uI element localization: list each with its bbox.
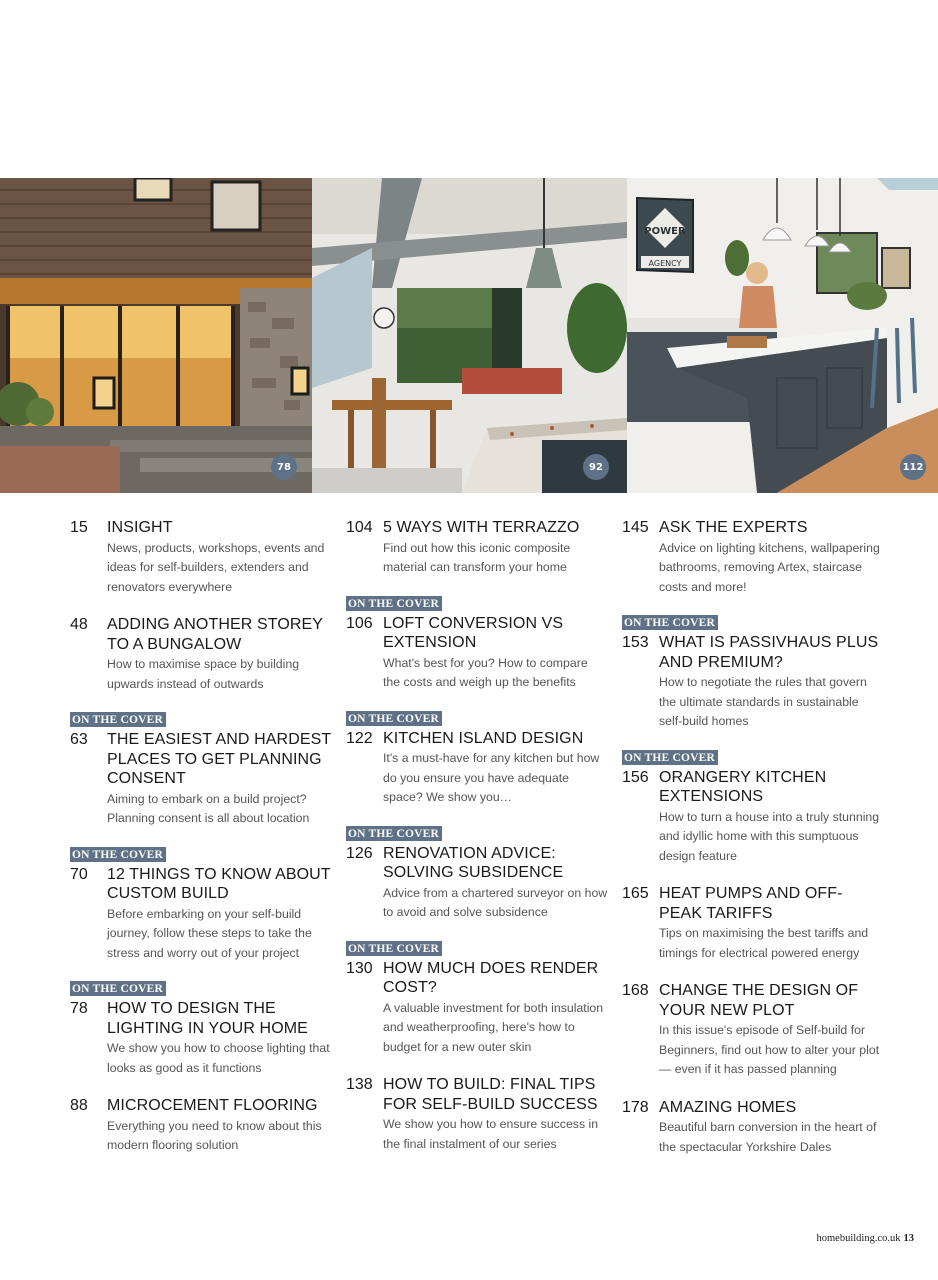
footer-site[interactable]: homebuilding.co.uk [816, 1233, 901, 1244]
on-the-cover-tag: ON THE COVER [70, 712, 166, 727]
entry-title: 5 WAYS WITH TERRAZZO [383, 519, 580, 536]
entry-description: What's best for you? How to compare the costs and weigh up the benefits [383, 655, 588, 689]
on-the-cover-tag: ON THE COVER [346, 941, 442, 956]
contents-entry[interactable] [346, 1075, 608, 1154]
entry-title: HOW TO BUILD: FINAL TIPS FOR SELF-BUILD SUCCESS [383, 1076, 598, 1113]
page-footer [817, 1233, 915, 1244]
contents-entry[interactable] [622, 518, 884, 597]
page-number: 165 [622, 885, 649, 902]
entry-title: KITCHEN ISLAND DESIGN [383, 729, 584, 747]
entry-description: It's a must-have for any kitchen but how do you ensure you have adequate space? We show you… [383, 751, 600, 804]
page-badge-92[interactable]: 92 [583, 454, 609, 480]
contents-entry[interactable] [346, 824, 608, 923]
entry-description: We show you how to ensure success in the final instalment of our series [383, 1117, 599, 1151]
entry-title: INSIGHT [107, 519, 173, 536]
page-number: 138 [346, 1076, 373, 1093]
entry-description: How to maximise space by building upwards instead of outwards [107, 657, 300, 691]
entry-title: AMAZING HOMES [659, 1098, 797, 1116]
page-number: 145 [622, 519, 649, 536]
on-the-cover-tag: ON THE COVER [346, 711, 442, 726]
entry-description: A valuable investment for both insulation and weatherproofing, here's how to budget for a new outer skin [383, 1000, 604, 1054]
entry-description: News, products, workshops, events and ideas for self-builders, extenders and renovators everywhere [107, 540, 325, 594]
entry-title: RENOVATION ADVICE: SOLVING SUBSIDENCE [383, 844, 564, 881]
entry-description: Tips on maximising the best tariffs and timings for electrical powered energy [659, 926, 869, 960]
page-number: 104 [346, 519, 373, 536]
page-number: 178 [622, 1098, 649, 1116]
page-number: 168 [622, 982, 649, 999]
entry-description: Find out how this iconic composite material can transform your home [383, 540, 571, 574]
entry-title: MICROCEMENT FLOORING [107, 1097, 318, 1114]
on-the-cover-tag: ON THE COVER [70, 981, 166, 996]
contents-column-2 [346, 518, 608, 1172]
entry-description: Aiming to embark on a build project? Planning consent is all about location [107, 791, 310, 825]
contents-column-3 [622, 518, 884, 1175]
page-number: 88 [70, 1097, 88, 1114]
entry-title: HOW TO DESIGN THE LIGHTING IN YOUR HOME [107, 1000, 308, 1037]
entry-description: Advice on lighting kitchens, wallpapering bathrooms, removing Artex, staircase costs and more! [659, 540, 880, 594]
sign-power-text: POWER [644, 226, 686, 237]
page-number: 156 [622, 768, 649, 786]
contents-column-1 [70, 518, 332, 1174]
on-the-cover-tag: ON THE COVER [622, 615, 718, 630]
contents-entry[interactable] [622, 981, 884, 1080]
entry-title: ASK THE EXPERTS [659, 519, 808, 536]
sign-agency-text: AGENCY [648, 259, 682, 268]
contents-entry[interactable] [346, 939, 608, 1058]
page-number: 15 [70, 519, 88, 536]
page-number: 70 [70, 865, 88, 883]
contents-entry[interactable] [346, 709, 608, 808]
entry-description: Beautiful barn conversion in the heart of the spectacular Yorkshire Dales [659, 1120, 877, 1154]
entry-title: CHANGE THE DESIGN OF YOUR NEW PLOT [659, 982, 859, 1019]
contents-entry[interactable] [70, 615, 332, 694]
contents-entry[interactable] [70, 710, 332, 829]
contents-entry[interactable] [622, 613, 884, 732]
page-badge-78[interactable]: 78 [271, 454, 297, 480]
on-the-cover-tag: ON THE COVER [70, 847, 166, 862]
page-number: 153 [622, 634, 649, 651]
page-number: 106 [346, 614, 373, 632]
page-number: 126 [346, 844, 373, 862]
contents-entry[interactable] [70, 518, 332, 597]
photo-kitchen-island[interactable] [627, 178, 938, 493]
footer-page-number: 13 [903, 1233, 914, 1244]
entry-description: How to turn a house into a truly stunning and idyllic home with this sumptuous design feature [659, 809, 880, 863]
photo-house-exterior[interactable] [0, 178, 312, 493]
entry-description: How to negotiate the rules that govern the ultimate standards in sustainable self-build homes [659, 675, 867, 728]
photo-extension-interior[interactable] [312, 178, 627, 493]
on-the-cover-tag: ON THE COVER [346, 826, 442, 841]
photo-strip [0, 178, 938, 493]
page-number: 48 [70, 616, 88, 633]
entry-title: THE EASIEST AND HARDEST PLACES TO GET PLANNING CONSENT [107, 731, 331, 787]
page-number: 63 [70, 731, 88, 748]
page-number: 78 [70, 1000, 88, 1017]
entry-title: ADDING ANOTHER STOREY TO A BUNGALOW [107, 616, 323, 653]
entry-title: ORANGERY KITCHEN EXTENSIONS [659, 768, 827, 805]
entry-description: Everything you need to know about this modern flooring solution [107, 1118, 322, 1152]
contents-entry[interactable] [70, 1096, 332, 1156]
entry-title: HOW MUCH DOES RENDER COST? [383, 959, 599, 996]
contents-entry[interactable] [346, 518, 608, 578]
contents-entry[interactable] [346, 594, 608, 693]
entry-title: HEAT PUMPS AND OFF-PEAK TARIFFS [659, 885, 843, 922]
entry-description: We show you how to choose lighting that looks as good as it functions [107, 1041, 330, 1075]
page-number: 130 [346, 959, 373, 977]
page-number: 122 [346, 729, 373, 747]
on-the-cover-tag: ON THE COVER [622, 750, 718, 765]
on-the-cover-tag: ON THE COVER [346, 596, 442, 611]
contents-entry[interactable] [622, 884, 884, 963]
entry-description: Advice from a chartered surveyor on how to avoid and solve subsidence [383, 885, 608, 919]
contents-entry[interactable] [70, 979, 332, 1078]
contents-entry[interactable] [70, 845, 332, 964]
contents-entry[interactable] [622, 1098, 884, 1158]
entry-title: 12 THINGS TO KNOW ABOUT CUSTOM BUILD [107, 865, 331, 902]
entry-description: In this issue's episode of Self-build for Beginners, find out how to alter your plot — even if it has passed planning [659, 1023, 880, 1076]
contents-entry[interactable] [622, 748, 884, 867]
entry-title: WHAT IS PASSIVHAUS PLUS AND PREMIUM? [659, 634, 879, 671]
entry-title: LOFT CONVERSION VS EXTENSION [383, 614, 564, 651]
entry-description: Before embarking on your self-build journey, follow these steps to take the stress and worry out of your project [107, 906, 312, 960]
page-badge-112[interactable]: 112 [900, 454, 926, 480]
